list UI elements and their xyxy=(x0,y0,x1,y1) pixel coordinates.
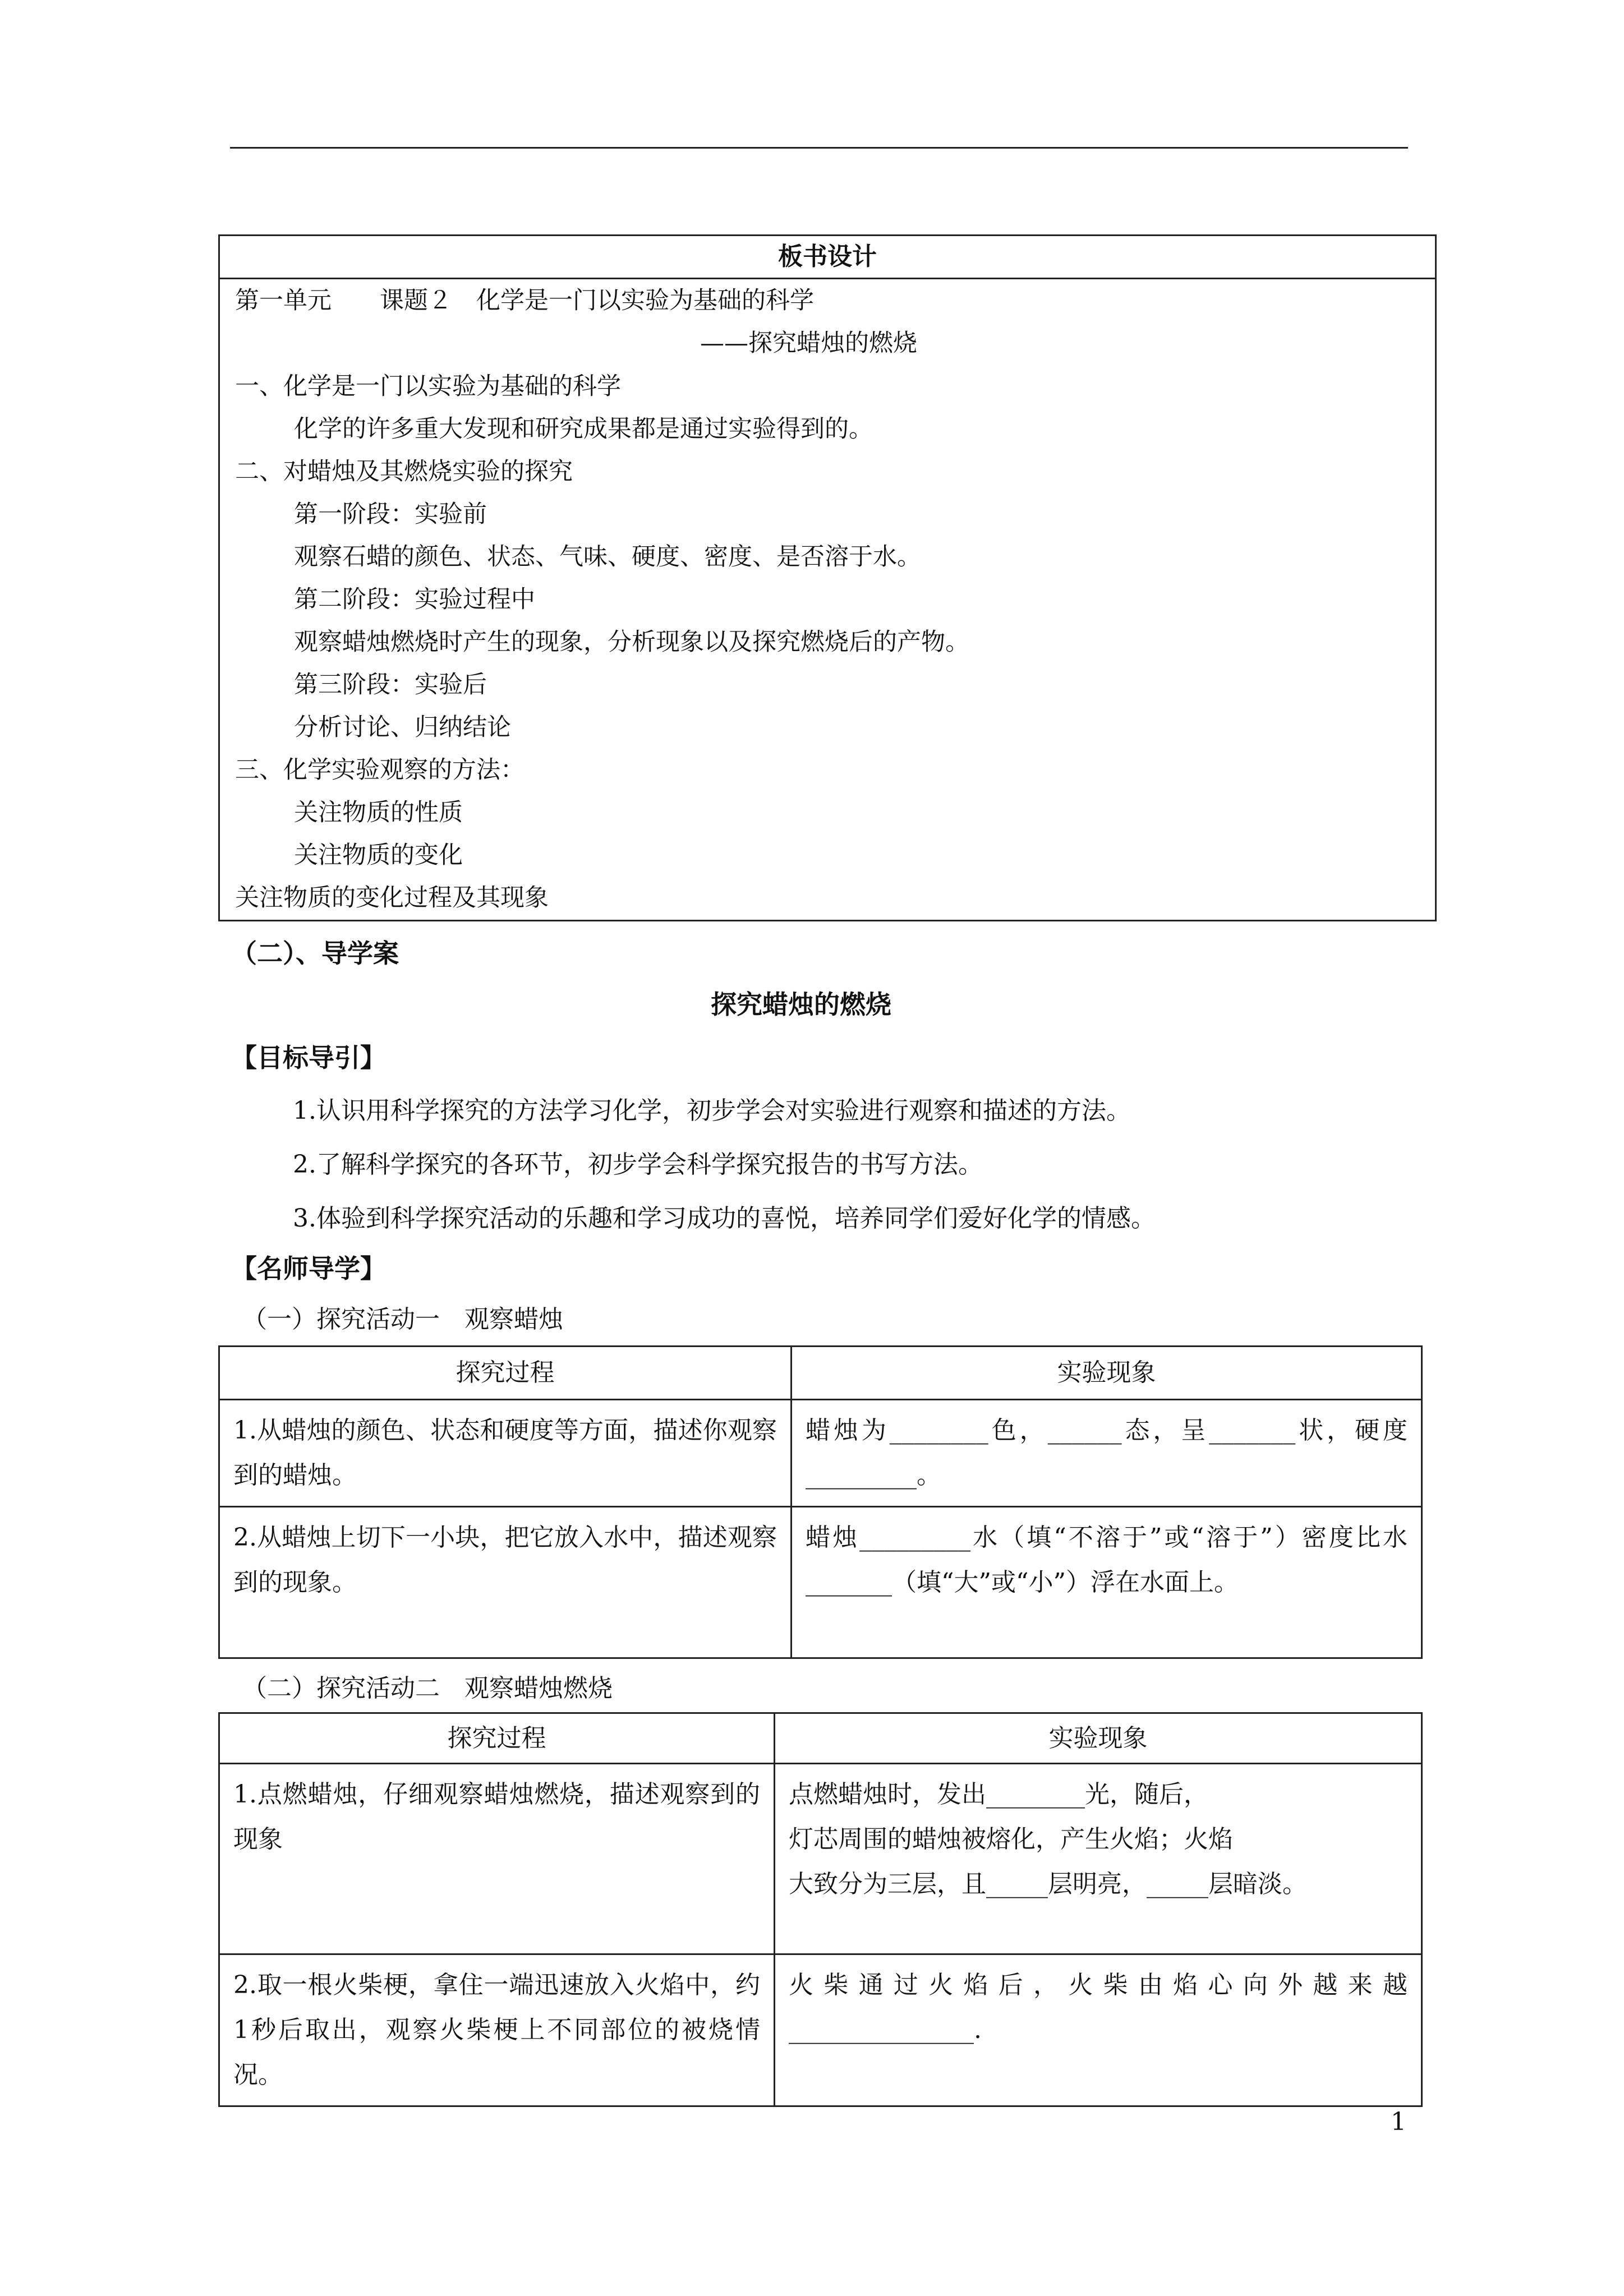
col-header-process: 探究过程 xyxy=(219,1347,792,1400)
board-line: 观察蜡烛燃烧时产生的现象，分析现象以及探究燃烧后的产物。 xyxy=(294,628,969,656)
page-number: 1 xyxy=(1391,2108,1406,2136)
board-line-heading-3: 三、化学实验观察的方法： xyxy=(235,756,525,784)
main-title: 探究蜡烛的燃烧 xyxy=(711,989,891,1020)
board-line: 关注物质的变化 xyxy=(294,841,463,869)
table-row xyxy=(219,1954,1422,2106)
board-line-unit: 第一单元 课题２ 化学是一门以实验为基础的科学 xyxy=(235,287,814,315)
result-cell: 火柴通过火焰后，火柴由焰心向外越来越_______________. xyxy=(775,1954,1422,2106)
table-header-row xyxy=(219,1347,1422,1400)
activity1-table xyxy=(218,1345,1423,1659)
board-body xyxy=(220,279,1435,923)
board-line: 第三阶段：实验后 xyxy=(294,671,487,699)
board-line-heading-2: 二、对蜡烛及其燃烧实验的探究 xyxy=(235,458,573,486)
result-cell: 蜡烛为________色，______态，呈_______状，硬度_________。 xyxy=(792,1400,1422,1507)
board-design-box xyxy=(218,234,1437,921)
process-cell: 1.从蜡烛的颜色、状态和硬度等方面，描述你观察到的蜡烛。 xyxy=(219,1400,792,1507)
goal-item: 2.了解科学探究的各环节，初步学会科学探究报告的书写方法。 xyxy=(293,1150,983,1179)
col-header-result: 实验现象 xyxy=(775,1713,1422,1764)
board-line: 化学的许多重大发现和研究成果都是通过实验得到的。 xyxy=(294,415,873,443)
board-line-subtitle: ——探究蜡烛的燃烧 xyxy=(700,329,917,357)
table-row xyxy=(219,1507,1422,1658)
table-row xyxy=(219,1764,1422,1954)
table-header-row xyxy=(219,1713,1422,1764)
guide-heading: 【名师导学】 xyxy=(231,1253,386,1284)
goal-item: 1.认识用科学探究的方法学习化学，初步学会对实验进行观察和描述的方法。 xyxy=(293,1096,1131,1125)
activity2-table xyxy=(218,1712,1423,2107)
goal-item: 3.体验到科学探究活动的乐趣和学习成功的喜悦，培养同学们爱好化学的情感。 xyxy=(293,1204,1156,1233)
process-cell: 1.点燃蜡烛，仔细观察蜡烛燃烧，描述观察到的现象 xyxy=(219,1764,775,1954)
activity1-title: （一）探究活动一 观察蜡烛 xyxy=(242,1305,563,1334)
board-line: 分析讨论、归纳结论 xyxy=(294,713,511,741)
result-cell xyxy=(775,1764,1422,1954)
activity2-title: （二）探究活动二 观察蜡烛燃烧 xyxy=(242,1674,613,1703)
col-header-result: 实验现象 xyxy=(792,1347,1422,1400)
board-line: 第二阶段：实验过程中 xyxy=(294,585,535,614)
board-line: 关注物质的性质 xyxy=(294,799,463,827)
goals-heading: 【目标导引】 xyxy=(231,1043,386,1073)
result-cell: 蜡烛_________水（填“不溶于”或“溶于”）密度比水_______（填“大”或“小”）浮在水面上。 xyxy=(792,1507,1422,1658)
process-cell: 2.取一根火柴梗，拿住一端迅速放入火焰中，约1秒后取出，观察火柴梗上不同部位的被烧情况。 xyxy=(219,1954,775,2106)
process-cell: 2.从蜡烛上切下一小块，把它放入水中，描述观察到的现象。 xyxy=(219,1507,792,1658)
board-line: 第一阶段：实验前 xyxy=(294,500,487,528)
result-line: 大致分为三层，且_____层明亮，_____层暗淡。 xyxy=(789,1870,1307,1898)
board-title: 板书设计 xyxy=(220,236,1435,279)
board-line: 观察石蜡的颜色、状态、气味、硬度、密度、是否溶于水。 xyxy=(294,543,921,571)
board-line: 关注物质的变化过程及其现象 xyxy=(235,884,549,912)
header-rule xyxy=(230,147,1408,149)
col-header-process: 探究过程 xyxy=(219,1713,775,1764)
section-title: （二）、导学案 xyxy=(231,938,399,969)
result-line: 点燃蜡烛时，发出________光，随后， xyxy=(789,1780,1208,1809)
board-line-heading-1: 一、化学是一门以实验为基础的科学 xyxy=(235,372,621,400)
result-line: 灯芯周围的蜡烛被熔化，产生火焰；火焰 xyxy=(789,1825,1233,1854)
table-row xyxy=(219,1400,1422,1507)
